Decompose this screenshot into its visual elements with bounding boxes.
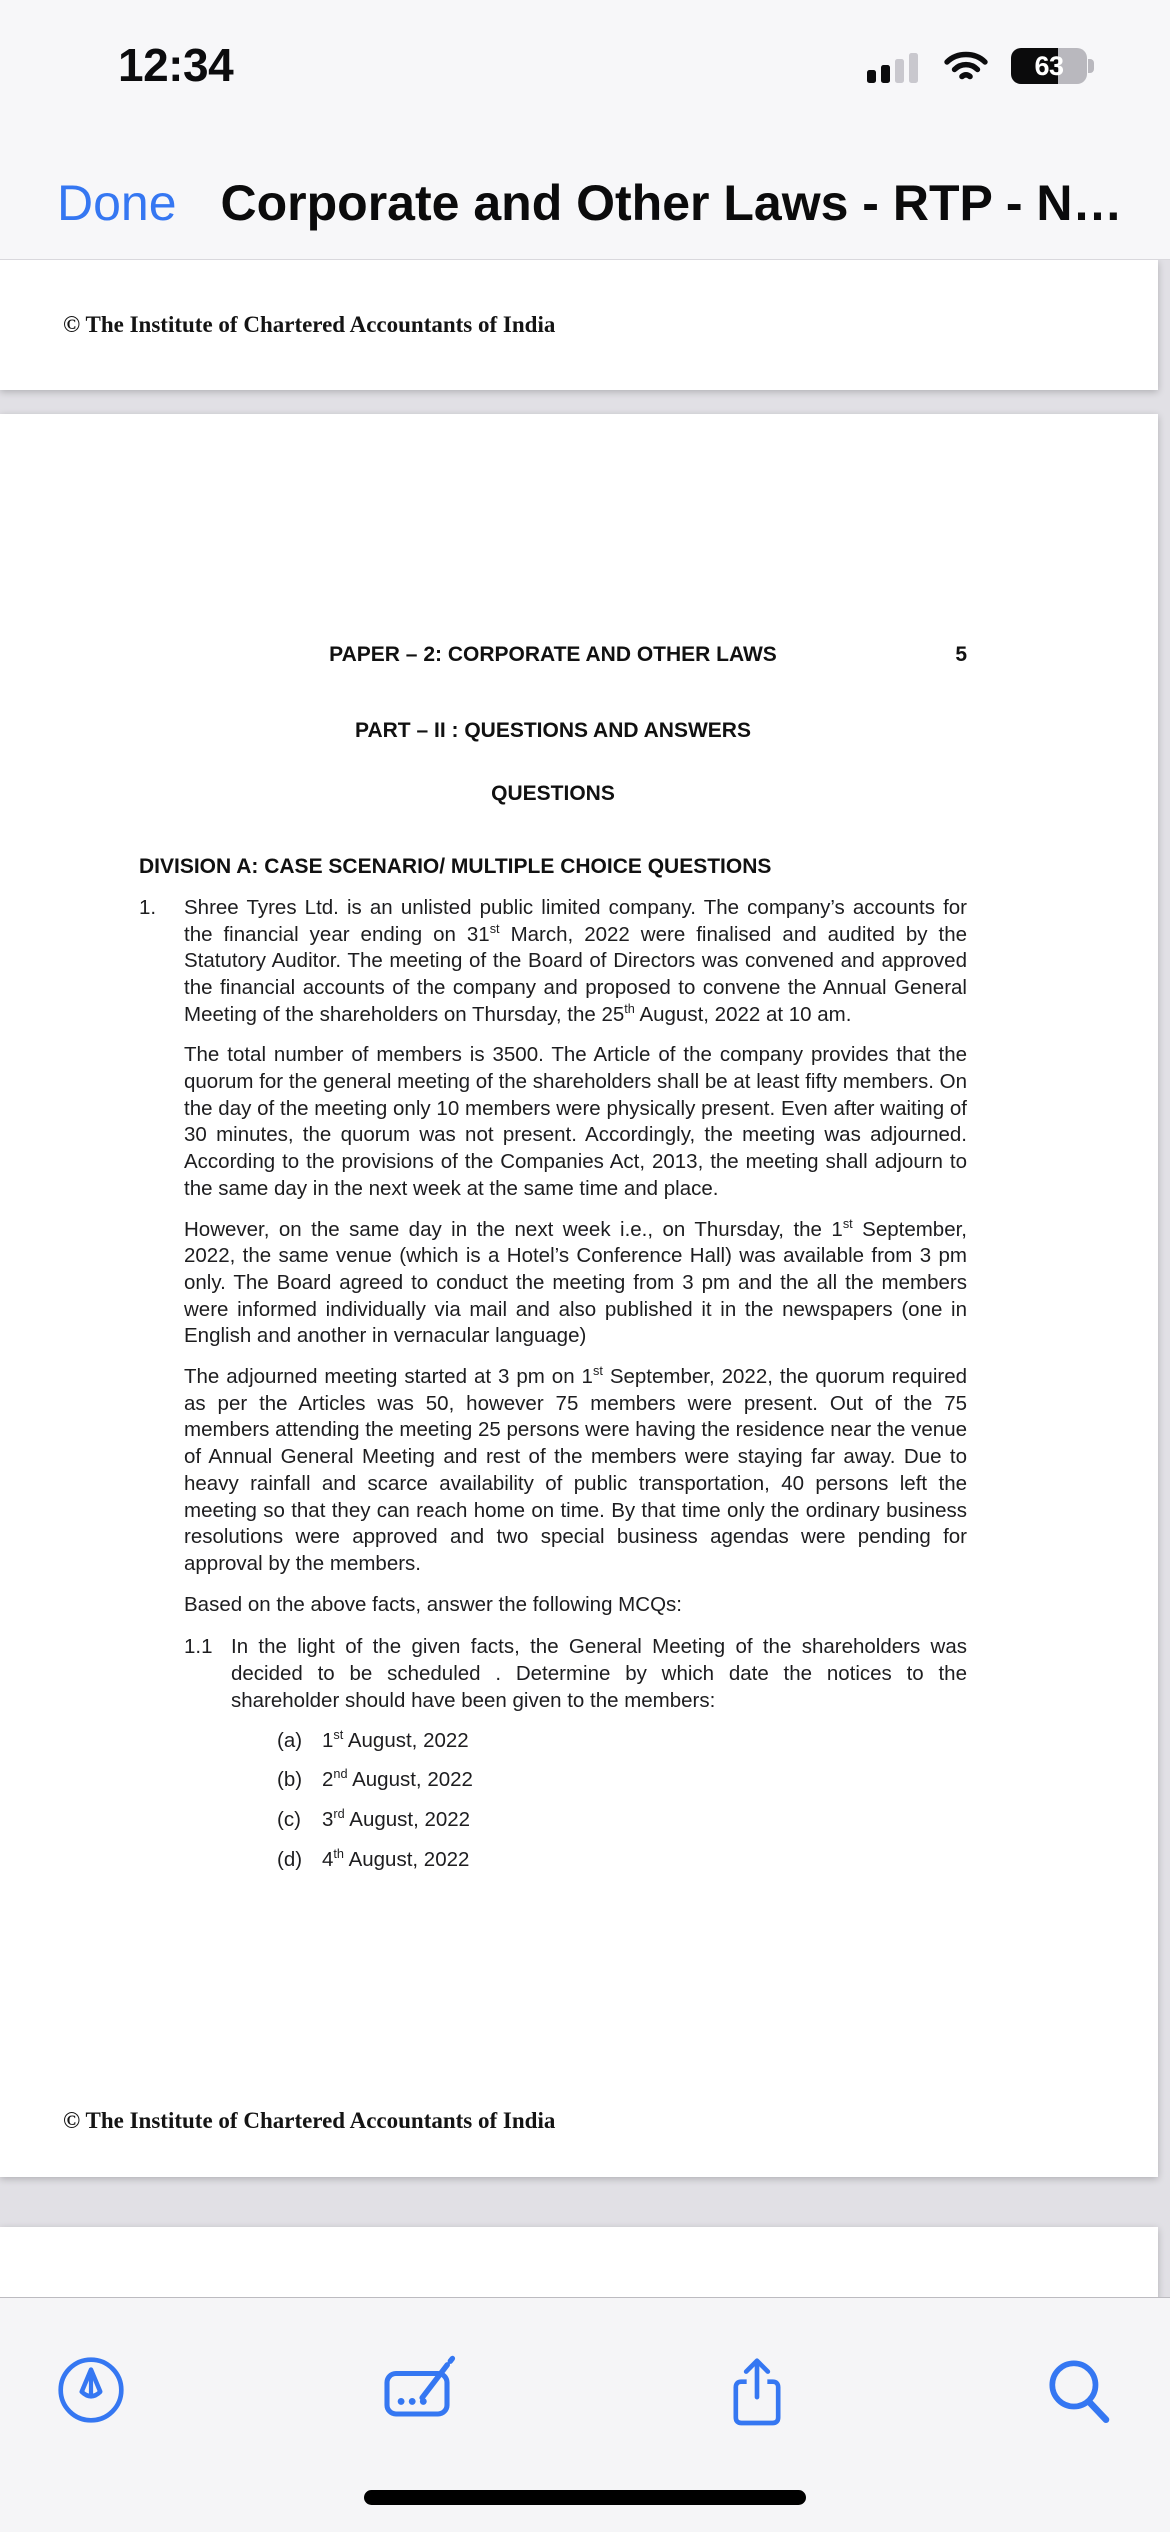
- option-text: 1st August, 2022: [322, 1726, 469, 1752]
- question-1-paragraph: The adjourned meeting started at 3 pm on 1st September, 2022, the quorum required as per the Articles was 50, however 75 members were present. Out of the 75 members attending the meeting 25 persons were having the residence near the venue of Annual General Meeting and rest of the members were staying far away. Due to heavy rainfall and scarce availability of public transportation, 40 persons left the meeting so that they can reach home on time. By that time only the ordinary business resolutions were approved and two special business agendas were pending for approval by the members.: [184, 1363, 968, 1575]
- page-number: 5: [955, 643, 967, 666]
- sub-question-number: 1.1: [184, 1635, 213, 1659]
- mcq-option-b: [277, 1767, 967, 1794]
- mcq-option-a: [277, 1728, 967, 1755]
- copyright-line: © The Institute of Chartered Accountants of India: [63, 2108, 556, 2133]
- battery-percent-label: 63: [1034, 50, 1064, 81]
- questions-heading: QUESTIONS: [491, 782, 615, 806]
- part-heading: PART – II : QUESTIONS AND ANSWERS: [355, 718, 751, 742]
- share-button[interactable]: [726, 2354, 788, 2426]
- option-label: (c): [277, 1807, 301, 1831]
- option-label: (d): [277, 1847, 303, 1871]
- page-gap: [0, 2177, 1158, 2202]
- markup-pen-icon: [55, 2354, 127, 2426]
- option-label: (b): [277, 1768, 303, 1792]
- question-1-paragraph: The total number of members is 3500. The Article of the company provides that the quorum for the general meeting of the shareholders shall be at least fifty members. On the day of the meeting only 10 members were physically present. Even after waiting of 30 minutes, the quorum was not present. Accordingly, the meeting was adjourned. According to the provisions of the Companies Act, 2013, the meeting shall adjourn to the same day in the next week at the same time and place.: [184, 1043, 967, 1200]
- battery-indicator: [1011, 48, 1094, 84]
- copyright-line: © The Institute of Chartered Accountants of India: [63, 312, 556, 337]
- sub-question-1-1: [184, 1634, 967, 1873]
- sub-question-text: In the light of the given facts, the General Meeting of the shareholders was decided to be scheduled . Determine by which date the notices to the shareholder should have been given to the members:: [231, 1635, 967, 1712]
- home-indicator[interactable]: [364, 2490, 806, 2505]
- option-text: 4th August, 2022: [322, 1845, 470, 1871]
- question-1-paragraph: Based on the above facts, answer the following MCQs:: [184, 1592, 682, 1616]
- search-button[interactable]: [1043, 2354, 1115, 2426]
- status-time: 12:34: [118, 39, 234, 91]
- signature-form-icon: [382, 2354, 470, 2426]
- status-bar: [0, 0, 1170, 132]
- question-1-paragraph: Shree Tyres Ltd. is an unlisted public limited company. The company’s accounts for the financial year ending on 31st March, 2022 were finalised and audited by the Statutory Auditor. The meeting of the Board of Directors was convened and approved the financial accounts of the company and proposed to convene the Annual General Meeting of the shareholders on Thursday, the 25th August, 2022 at 10 am.: [184, 895, 968, 1026]
- option-label: (a): [277, 1728, 303, 1752]
- markup-button[interactable]: [55, 2354, 127, 2426]
- pdf-page-5: [0, 414, 1158, 2177]
- mcq-option-c: [277, 1807, 967, 1834]
- done-button[interactable]: Done: [57, 174, 177, 231]
- wifi-icon: [943, 49, 989, 83]
- pdf-page-previous: [0, 260, 1158, 390]
- nav-bar: [0, 132, 1170, 260]
- search-icon: [1043, 2354, 1115, 2426]
- option-text: 3rd August, 2022: [322, 1806, 471, 1831]
- question-1-block: [139, 895, 967, 1874]
- document-title: Corporate and Other Laws - RTP - N…: [220, 174, 1123, 231]
- battery-level: [1011, 48, 1087, 84]
- battery-nub: [1088, 59, 1094, 73]
- share-icon: [726, 2354, 788, 2430]
- question-1-paragraph: However, on the same day in the next week i.e., on Thursday, the 1st September, 2022, the same venue (which is a Hotel’s Conference Hall) was available from 3 pm only. The Board agreed to conduct the meeting from 3 pm and the all the members were informed individually via mail and also published it in the newspapers (one in English and another in vernacular language): [184, 1215, 967, 1348]
- status-icons: [867, 48, 1094, 84]
- question-1-number: 1.: [139, 895, 157, 919]
- signature-button[interactable]: [382, 2354, 470, 2426]
- paper-heading: PAPER – 2: CORPORATE AND OTHER LAWS: [329, 643, 777, 666]
- option-text: 2nd August, 2022: [322, 1766, 473, 1792]
- pdf-viewport[interactable]: [0, 260, 1170, 2297]
- mcq-option-d: [277, 1847, 967, 1874]
- page-gap: [0, 390, 1158, 414]
- cellular-signal-icon: [867, 49, 921, 83]
- paper-heading-row: [139, 642, 967, 669]
- division-heading: DIVISION A: CASE SCENARIO/ MULTIPLE CHOICE QUESTIONS: [139, 855, 772, 879]
- mcq-options: [231, 1728, 967, 1874]
